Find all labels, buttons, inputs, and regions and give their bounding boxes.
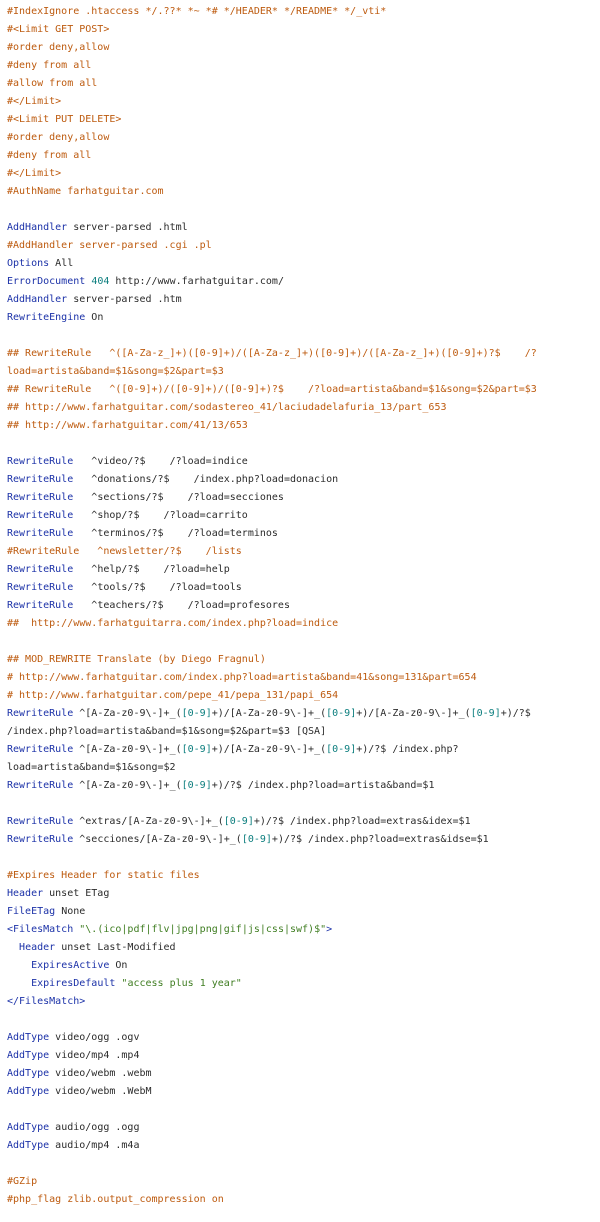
code-line [7,1119,600,1137]
comment-token: #AuthName farhatguitar.com [7,186,164,197]
code-line [7,489,600,507]
comment-token: #IndexIgnore .htaccess */.??* *~ *# */HEADER* */README* */_vti* [7,6,387,17]
code-line [7,777,600,795]
comment-token: # http://www.farhatguitar.com/index.php?load=artista&band=41&song=131&part=654 [7,672,477,683]
code-line [7,183,600,201]
code-line [7,111,600,129]
code-line [7,1047,600,1065]
number-token: [0-9] [181,708,212,719]
comment-token: ## RewriteRule ^([0-9]+)/([0-9]+)/([0-9]+)?$ /?load=artista&band=$1&song=$2&part=$3 [7,384,537,395]
code-line [7,417,600,435]
text-token: On [109,960,128,971]
number-token: [0-9] [223,816,254,827]
text-token: server-parsed .htm [67,294,182,305]
comment-token: #GZip [7,1176,38,1187]
text-token: ^[A-Za-z0-9\-]+_( [73,780,182,791]
directive-token: </FilesMatch> [7,996,86,1007]
code-line [7,993,600,1011]
string-token: "\.(ico|pdf|flv|jpg|png|gif|js|css|swf)$" [79,924,327,935]
comment-token: #allow from all [7,78,98,89]
string-token: "access plus 1 year" [121,978,242,989]
comment-token: #<Limit GET POST> [7,24,110,35]
text-token: server-parsed .html [67,222,188,233]
directive-token: RewriteEngine [7,312,86,323]
code-line [7,723,600,741]
text-token: unset Last-Modified [55,942,176,953]
text-token: audio/mp4 .m4a [49,1140,140,1151]
directive-token: RewriteRule [7,528,74,539]
code-line [7,1065,600,1083]
directive-token: RewriteRule [7,456,74,467]
comment-token: ## MOD_REWRITE Translate (by Diego Fragnul) [7,654,266,665]
code-line [7,651,600,669]
directive-token: AddType [7,1086,50,1097]
comment-token: #<Limit PUT DELETE> [7,114,122,125]
text-token: ^donations/?$ /index.php?load=donacion [73,474,339,485]
text-token: ^terminos/?$ /?load=terminos [73,528,278,539]
code-line [7,597,600,615]
code-line [7,1173,600,1191]
code-line [7,21,600,39]
code-line [7,759,600,777]
text-token: unset ETag [43,888,110,899]
text-token: +)/?$ /index.php?load=extras&idse=$1 [271,834,489,845]
code-line [7,615,600,633]
text-token [7,978,31,989]
text-token: ^shop/?$ /?load=carrito [73,510,248,521]
text-token [7,960,31,971]
blank-line [7,795,600,813]
number-token: [0-9] [181,744,212,755]
code-line [7,93,600,111]
code-line [7,1083,600,1101]
directive-token: RewriteRule [7,834,74,845]
code-line [7,921,600,939]
code-line [7,237,600,255]
text-token: +)/?$ /index.php?load=extras&idex=$1 [253,816,471,827]
comment-token: #AddHandler server-parsed .cgi .pl [7,240,212,251]
directive-token: Header [19,942,56,953]
code-line [7,903,600,921]
blank-line [7,633,600,651]
code-line [7,39,600,57]
text-token: +)/?$ /index.php?load=artista&band=$1 [211,780,435,791]
directive-token: RewriteRule [7,816,74,827]
code-line [7,129,600,147]
directive-token: RewriteRule [7,474,74,485]
directive-token: AddType [7,1032,50,1043]
code-line [7,579,600,597]
code-line [7,381,600,399]
text-token: +)/[A-Za-z0-9\-]+_( [211,708,327,719]
code-line [7,57,600,75]
directive-token: RewriteRule [7,582,74,593]
comment-token: load=artista&band=$1&song=$2&part=$3 [7,366,224,377]
text-token: ^help/?$ /?load=help [73,564,230,575]
directive-token: RewriteRule [7,780,74,791]
directive-token: > [326,924,333,935]
comment-token: #</Limit> [7,168,62,179]
blank-line [7,1155,600,1173]
code-line [7,957,600,975]
code-line [7,453,600,471]
directive-token: AddHandler [7,294,68,305]
code-line [7,273,600,291]
text-token: On [85,312,104,323]
text-token: http://www.farhatguitar.com/ [109,276,284,287]
code-line [7,885,600,903]
text-token: video/webm .WebM [49,1086,152,1097]
text-token: ^sections/?$ /?load=secciones [73,492,284,503]
code-line [7,147,600,165]
text-token: +)/?$ [500,708,531,719]
code-line [7,291,600,309]
directive-token: RewriteRule [7,744,74,755]
directive-token: FileETag [7,906,56,917]
comment-token: ## http://www.farhatguitar.com/41/13/653 [7,420,248,431]
code-line [7,669,600,687]
comment-token: #order deny,allow [7,42,110,53]
number-token: [0-9] [181,780,212,791]
directive-token: AddType [7,1140,50,1151]
code-line [7,1029,600,1047]
number-token: [0-9] [241,834,272,845]
text-token: /index.php?load=artista&band=$1&song=$2&part=$3 [QSA] [7,726,327,737]
code-line [7,813,600,831]
code-line [7,399,600,417]
text-token: ^video/?$ /?load=indice [73,456,248,467]
directive-token: RewriteRule [7,600,74,611]
code-line [7,165,600,183]
comment-token: #order deny,allow [7,132,110,143]
directive-token: AddType [7,1122,50,1133]
code-line [7,543,600,561]
code-line [7,3,600,21]
comment-token: #php_flag zlib.output_compression on [7,1194,224,1205]
code-line [7,507,600,525]
text-token: +)/[A-Za-z0-9\-]+_( [356,708,471,719]
comment-token: #RewriteRule ^newsletter/?$ /lists [7,546,242,557]
comment-token: #</Limit> [7,96,62,107]
text-token: audio/ogg .ogg [49,1122,140,1133]
code-line [7,219,600,237]
code-line [7,705,600,723]
text-token [7,942,19,953]
comment-token: #deny from all [7,60,92,71]
blank-line [7,201,600,219]
directive-token: Header [7,888,44,899]
text-token: None [55,906,86,917]
comment-token: # http://www.farhatguitar.com/pepe_41/pepa_131/papi_654 [7,690,339,701]
directive-token: RewriteRule [7,510,74,521]
text-token: All [49,258,74,269]
text-token: video/ogg .ogv [49,1032,140,1043]
directive-token: RewriteRule [7,492,74,503]
code-line [7,525,600,543]
number-token: 404 [91,276,110,287]
code-line [7,75,600,93]
code-line [7,687,600,705]
directive-token: ExpiresActive [31,960,110,971]
code-line [7,363,600,381]
comment-token: ## http://www.farhatguitar.com/sodastereo_41/laciudadelafuria_13/part_653 [7,402,447,413]
blank-line [7,327,600,345]
text-token: ^teachers/?$ /?load=profesores [73,600,290,611]
blank-line [7,849,600,867]
text-token: +)/[A-Za-z0-9\-]+_( [211,744,327,755]
text-token: load=artista&band=$1&song=$2 [7,762,176,773]
text-token: +)/?$ /index.php? [356,744,459,755]
code-line [7,831,600,849]
text-token: ^[A-Za-z0-9\-]+_( [73,744,182,755]
number-token: [0-9] [326,744,357,755]
directive-token: AddHandler [7,222,68,233]
code-line [7,471,600,489]
directive-token: <FilesMatch [7,924,74,935]
text-token: ^extras/[A-Za-z0-9\-]+_( [73,816,224,827]
code-line [7,345,600,363]
code-line [7,1191,600,1209]
text-token: ^secciones/[A-Za-z0-9\-]+_( [73,834,242,845]
code-line [7,741,600,759]
blank-line [7,1101,600,1119]
code-line [7,255,600,273]
text-token: ^tools/?$ /?load=tools [73,582,242,593]
blank-line [7,435,600,453]
directive-token: RewriteRule [7,708,74,719]
code-line [7,1137,600,1155]
text-token: ^[A-Za-z0-9\-]+_( [73,708,182,719]
code-line [7,867,600,885]
text-token: video/mp4 .mp4 [49,1050,140,1061]
comment-token: ## http://www.farhatguitarra.com/index.php?load=indice [7,618,339,629]
directive-token: ExpiresDefault [31,978,116,989]
comment-token: #deny from all [7,150,92,161]
directive-token: RewriteRule [7,564,74,575]
code-line [7,561,600,579]
directive-token: AddType [7,1068,50,1079]
code-line [7,939,600,957]
directive-token: AddType [7,1050,50,1061]
comment-token: ## RewriteRule ^([A-Za-z_]+)([0-9]+)/([A-Za-z_]+)([0-9]+)/([A-Za-z_]+)([0-9]+)?$ /? [7,348,537,359]
code-line [7,309,600,327]
number-token: [0-9] [470,708,501,719]
blank-line [7,1011,600,1029]
text-token: video/webm .webm [49,1068,152,1079]
code-line [7,975,600,993]
number-token: [0-9] [326,708,357,719]
directive-token: ErrorDocument [7,276,86,287]
comment-token: #Expires Header for static files [7,870,200,881]
directive-token: Options [7,258,50,269]
